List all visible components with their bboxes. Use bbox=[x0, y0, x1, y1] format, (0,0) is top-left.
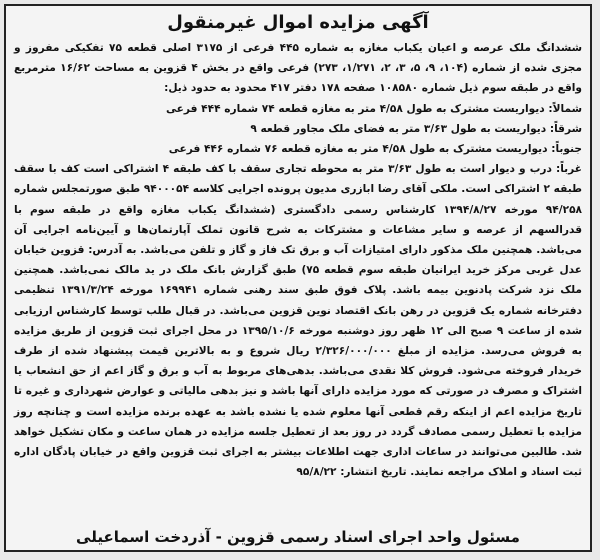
notice-frame bbox=[4, 4, 592, 552]
notice-paragraph: شرقاً: دیواریست به طول ۳/۶۳ متر به فضای ملک مجاور قطعه ۹ bbox=[250, 122, 582, 135]
notice-signature: مسئول واحد اجرای اسناد رسمی قزوین - آذردخت اسماعیلی bbox=[76, 528, 520, 546]
notice-paragraph: جنوباً: دیواریست مشترک به طول ۴/۵۸ متر به مغازه قطعه ۷۶ شماره ۴۴۶ فرعی bbox=[168, 143, 582, 156]
notice-paragraph: غرباً: درب و دیوار است به طول ۳/۶۳ متر به محوطه تجاری سقف با کف طبقه ۴ اشتراکی است کف با سقف طبقه ۲ اشتراکی است. ملکی آقای رضا ابازری مدیون پرونده اجرایی کلاسه ۹۴۰۰۰۵۴ طبق صورتمجلس شماره ۹۴/۲۵۸ مورخه ۱۳۹۴/۸/۲۷ کارشناس رسمی دادگستری (ششدانگ یکباب مغازه واقع در طبقه سوم با قدرالسهم از عرصه و سایر مشاعات و مشترکات به شرح قانون تملک آپارتمان‌ها و آیین‌نامه اجرایی آن می‌باشد. همچنین ملک مذکور دارای امتیازات آب و برق تک فاز و گاز و تلفن می‌باشد. به آدرس: قزوین خیابان عدل غربی مرکز خرید ایرانیان طبقه سوم قطعه ۷۵) طبق گزارش بانک ملک در ید مالک نمی‌باشد. همچنین ملک نزد شرکت پادنوین بیمه باشد. پلاک فوق طبق سند رهنی شماره ۱۶۹۹۴۱ مورخه ۱۳۹۱/۳/۲۴ تنظیمی دفترخانه شماره یک قزوین در رهن بانک اقتصاد نوین قزوین می‌باشد. در قبال طلب توسط کارشناس ارزیابی شده از ساعت ۹ صبح الی ۱۲ ظهر روز دوشنبه مورخه ۱۳۹۵/۱۰/۶ در محل اجرای ثبت قزوین از طریق مزایده به فروش می‌رسد. مزایده از مبلغ ۲/۳۲۶/۰۰۰/۰۰۰ ریال شروع و به بالاترین قیمت پیشنهاد شده از طرف خریدار فروخته می‌شود. فروش کلا نقدی می‌باشد. بدهی‌های مربوط به آب و برق و گاز اعم از حق انشعاب یا اشتراک و مصرف در صورتی که مورد مزایده دارای آنها باشد و نیز بدهی مالیاتی و عوارض شهرداری و غیره تا تاریخ مزایده اعم از اینکه رقم قطعی آنها معلوم شده یا نشده باشد به عهده برنده مزایده است و چنانچه روز مزایده با تعطیل رسمی مصادف گردد در روز بعد از تعطیل جلسه مزایده در همان ساعت و مکان تشکیل خواهد شد. طالبین می‌توانند در ساعات اداری جهت اطلاعات بیشتر به اجرای ثبت قزوین واقع در خیابان پادگان اداره ثبت اسناد و املاک مراجعه نمایند. تاریخ انتشار: ۹۵/۸/۲۲ bbox=[14, 163, 583, 479]
notice-title: آگهی مزایده اموال غیرمنقول bbox=[167, 12, 429, 33]
notice-paragraph: شمالاً: دیواریست مشترک به طول ۴/۵۸ متر به مغازه قطعه ۷۴ شماره ۴۴۴ فرعی bbox=[165, 102, 582, 115]
notice-paragraph: ششدانگ ملک عرصه و اعیان یکباب مغازه به شماره ۴۴۵ فرعی از ۳۱۷۵ اصلی قطعه ۷۵ تفکیکی مفروز و مجزی شده از شماره (۱۰۴، ۹، ۵، ۳، ۲، ۱/۲۷۱، ۲۷۳) فرعی واقع در بخش ۴ قزوین به مساحت ۱۶/۶۲ مترمربع واقع در طبقه سوم ذیل شماره ۱۰۸۵۸۰ صفحه ۱۷۸ دفتر ۴۱۷ محدود به حدود ذیل: bbox=[14, 42, 583, 95]
notice-body bbox=[6, 38, 590, 482]
